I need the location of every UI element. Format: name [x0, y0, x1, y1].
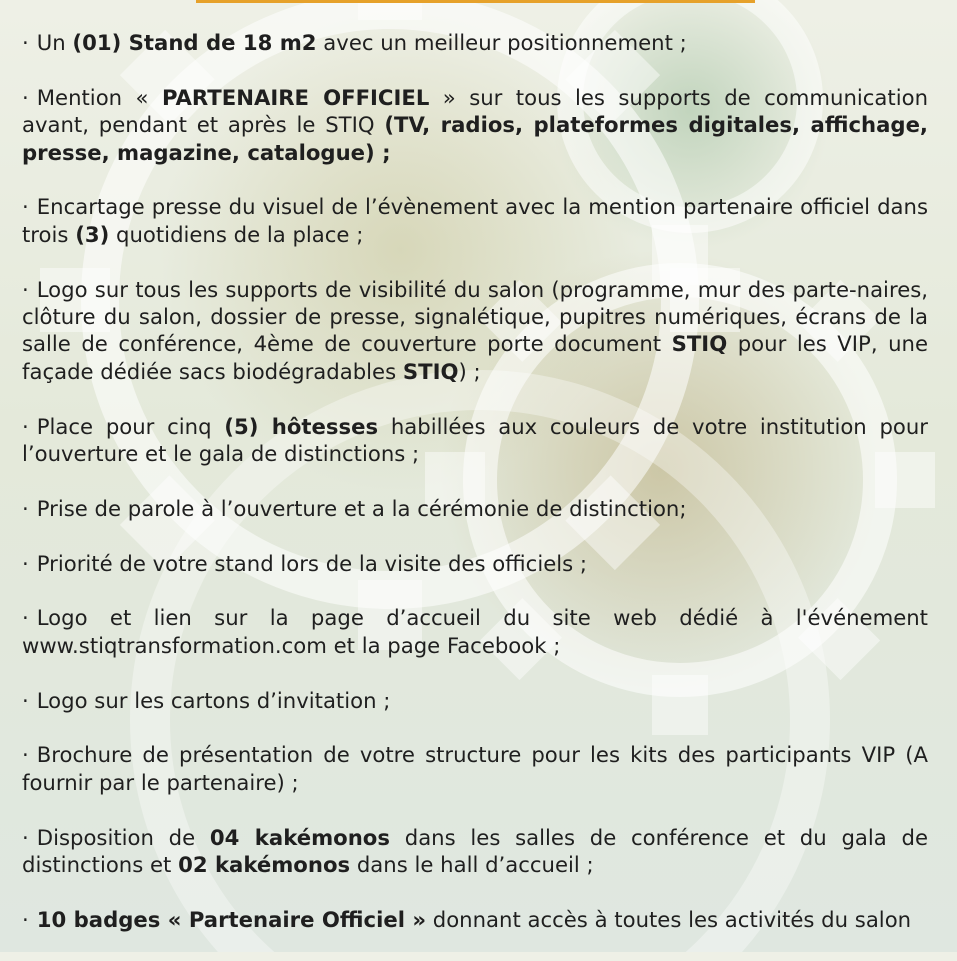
bullet-marker: · — [22, 742, 29, 768]
benefit-text: pour les VIP, une façade dédiée sacs biodégradables — [22, 331, 928, 384]
benefit-text: Prise de parole à l’ouverture et a la cérémonie de distinction; — [36, 495, 687, 521]
benefit-item — [22, 906, 928, 933]
emphasis-text: STIQ — [671, 331, 728, 357]
bullet-marker: · — [22, 906, 29, 932]
bullet-marker: · — [22, 687, 29, 713]
emphasis-text: (3) — [75, 221, 110, 247]
emphasis-text: (TV, radios, plateformes digitales, affichage, presse, magazine, catalogue) ; — [22, 112, 928, 165]
benefit-text: Mention « — [36, 84, 162, 110]
benefit-text: Un — [36, 30, 73, 55]
benefit-text: Priorité de votre stand lors de la visite des officiels ; — [36, 550, 588, 576]
benefit-text: habillées aux couleurs de votre institution pour l’ouverture et le gala de distinctions ; — [22, 413, 929, 467]
benefit-item — [22, 276, 928, 386]
bullet-marker: · — [22, 276, 29, 302]
benefit-text: Encartage presse du visuel de l’évènement avec la mention partenaire officiel dans trois — [22, 194, 928, 247]
benefit-text: Logo sur les cartons d’invitation ; — [36, 687, 391, 713]
benefit-item — [22, 29, 928, 56]
emphasis-text: 04 kakémonos — [209, 824, 390, 850]
benefit-item — [22, 824, 928, 879]
bullet-marker: · — [22, 824, 29, 850]
emphasis-text: (01) Stand de 18 m2 — [72, 30, 317, 55]
benefit-text: dans les salles de conférence et du gala de distinctions et — [22, 824, 928, 878]
emphasis-text: 02 kakémonos — [178, 852, 351, 878]
benefit-item — [22, 84, 928, 166]
benefit-text: avec un meilleur positionnement ; — [316, 30, 687, 55]
benefit-text: » sur tous les supports de communication avant, pendant et après le STIQ — [22, 84, 928, 138]
benefit-text: quotidiens de la place ; — [109, 221, 364, 247]
benefit-text: ) ; — [458, 358, 481, 384]
bullet-marker: · — [22, 605, 29, 631]
benefit-text: Place pour cinq — [36, 413, 225, 439]
bullet-marker: · — [22, 495, 29, 521]
bullet-marker: · — [22, 550, 29, 576]
benefit-text: Logo sur tous les supports de visibilité du salon (programme, mur des parte-naires, clôture du salon, dossier de presse, signalétique, pupitres numériques, écrans de la salle de conférence, 4ème de couverture porte document — [22, 276, 928, 357]
emphasis-text: 10 badges « Partenaire Officiel » — [36, 906, 427, 932]
benefit-text: Brochure de présentation de votre structure pour les kits des participants VIP (A fournir par le partenaire) ; — [22, 742, 928, 795]
benefit-item — [22, 604, 928, 659]
benefit-text: dans le hall d’accueil ; — [350, 852, 594, 878]
benefit-item — [22, 687, 928, 714]
benefit-text: donnant accès à toutes les activités du salon — [426, 906, 912, 932]
partner-benefits-list — [22, 29, 928, 961]
emphasis-text: PARTENAIRE OFFICIEL — [161, 84, 430, 110]
bullet-marker: · — [22, 194, 29, 220]
benefit-item — [22, 193, 928, 248]
emphasis-text: STIQ — [402, 358, 459, 384]
benefit-item — [22, 550, 928, 577]
benefit-item — [22, 413, 928, 468]
bullet-marker: · — [22, 413, 29, 439]
benefit-text: Logo et lien sur la page d’accueil du site web dédié à l'événement www.stiqtransformation.com et la page Facebook ; — [22, 605, 928, 658]
emphasis-text: (5) hôtesses — [224, 413, 379, 439]
benefit-item — [22, 495, 928, 522]
top-accent-bar — [196, 0, 755, 3]
benefit-item — [22, 741, 928, 796]
benefit-text: Disposition de — [36, 824, 210, 850]
bullet-marker: · — [22, 30, 29, 55]
bullet-marker: · — [22, 84, 29, 110]
